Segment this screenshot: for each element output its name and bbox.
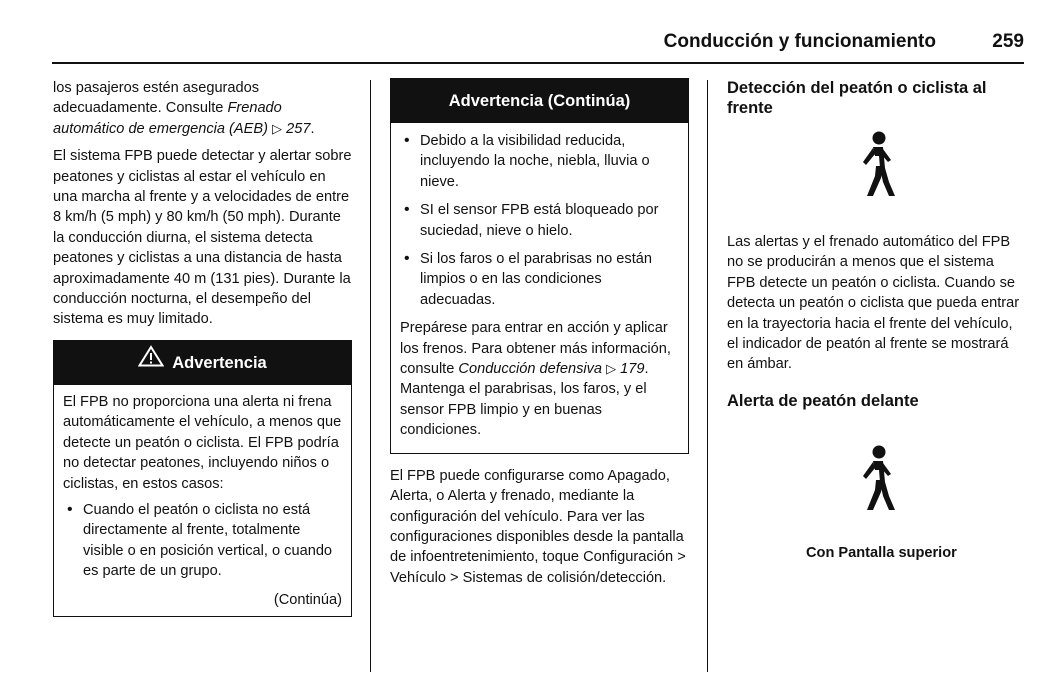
column-right xyxy=(727,78,1024,119)
settings-paragraph: El FPB puede configurarse como Apagado, Alerta, o Alerta y frenado, mediante la configuración del vehículo. Para ver las configuraciones disponibles desde la pantalla de infoentretenimiento, toque Configuración > Vehículo > Sistemas de colisión/detección. xyxy=(390,467,686,586)
reference-link[interactable]: Conducción defensiva xyxy=(458,361,603,378)
warning-header xyxy=(54,341,351,385)
list-item: • Debido a la visibilidad reducida, incluyendo la noche, niebla, lluvia o nieve. xyxy=(400,131,679,192)
column-divider xyxy=(370,80,371,672)
warning-header: Advertencia (Continúa) xyxy=(391,79,688,123)
intro-paragraph: los pasajeros estén asegurados adecuadamente. Consulte Frenado automático de emergencia (AEB) ▷ 257. xyxy=(53,78,353,139)
reference-arrow-icon: ▷ xyxy=(272,120,283,136)
warning-list xyxy=(400,131,679,310)
warning-list xyxy=(63,500,342,582)
warning-box-continued xyxy=(390,78,689,454)
pedestrian-icon xyxy=(853,130,899,203)
warning-body xyxy=(54,385,351,616)
reference-arrow-icon: ▷ xyxy=(606,361,617,377)
list-item: • Si los faros o el parabrisas no están limpios o en las condiciones adecuadas. xyxy=(400,249,679,310)
page-number: 259 xyxy=(992,31,1024,52)
pedestrian-icon xyxy=(853,444,899,517)
warning-text: Prepárese para entrar en acción y aplicar los frenos. Para obtener más información, consulte Conducción defensiva ▷ 179. Mantenga el parabrisas, los faros, y el sensor FPB limpio y en buenas condiciones. xyxy=(400,320,671,439)
column-middle xyxy=(390,78,689,595)
warning-title: Advertencia xyxy=(172,353,267,372)
reference-link[interactable]: Frenado automático de emergencia (AEB) xyxy=(53,100,282,137)
detection-paragraph: Las alertas y el frenado automático del FPB no se producirán a menos que el sistema FPB detecte un peatón o ciclista. Cuando se detecta un peatón o ciclista que pueda entrar en la trayectoria hacia el frente del vehículo, el indicador de peatón al frente se mostrará en ámbar. xyxy=(727,234,1020,373)
continued-label: (Continúa) xyxy=(273,591,342,608)
section-heading: Alerta de peatón delante xyxy=(727,391,919,410)
column-left xyxy=(53,78,353,617)
fpb-description: El sistema FPB puede detectar y alertar sobre peatones y ciclistas al estar el vehículo en una marcha al frente y a velocidades de entre 8 km/h (5 mph) y 80 km/h (50 mph). Durante la conducción diurna, el sistema detecta peatones y ciclistas a una distancia de hasta aproximadamente 40 m (131 pies). Durante la conducción nocturna, el desempeño del sistema es muy limitado. xyxy=(53,148,352,328)
column-divider xyxy=(707,80,708,672)
warning-box xyxy=(53,340,352,617)
list-item: • Cuando el peatón o ciclista no está directamente al frente, totalmente visible o en posición vertical, o cuando es parte de un grupo. xyxy=(63,500,342,582)
header-rule xyxy=(52,62,1024,64)
warning-body xyxy=(391,123,688,453)
section-heading: Detección del peatón o ciclista al frente xyxy=(727,79,987,118)
list-item: • SI el sensor FPB está bloqueado por suciedad, nieve o hielo. xyxy=(400,200,679,241)
warning-triangle-icon xyxy=(138,340,164,384)
column-right-body xyxy=(727,232,1024,411)
reference-page[interactable]: 257 xyxy=(286,120,311,137)
page-header xyxy=(0,0,1054,64)
figure-caption: Con Pantalla superior xyxy=(806,545,957,561)
section-title: Conducción y funcionamiento xyxy=(663,31,936,52)
warning-text: El FPB no proporciona una alerta ni frena automáticamente el vehículo, a menos que detecte un peatón o ciclista. El FPB podría no detectar peatones, incluyendo niños o ciclistas, en estos casos: xyxy=(63,393,342,492)
reference-page[interactable]: 179 xyxy=(620,361,645,378)
